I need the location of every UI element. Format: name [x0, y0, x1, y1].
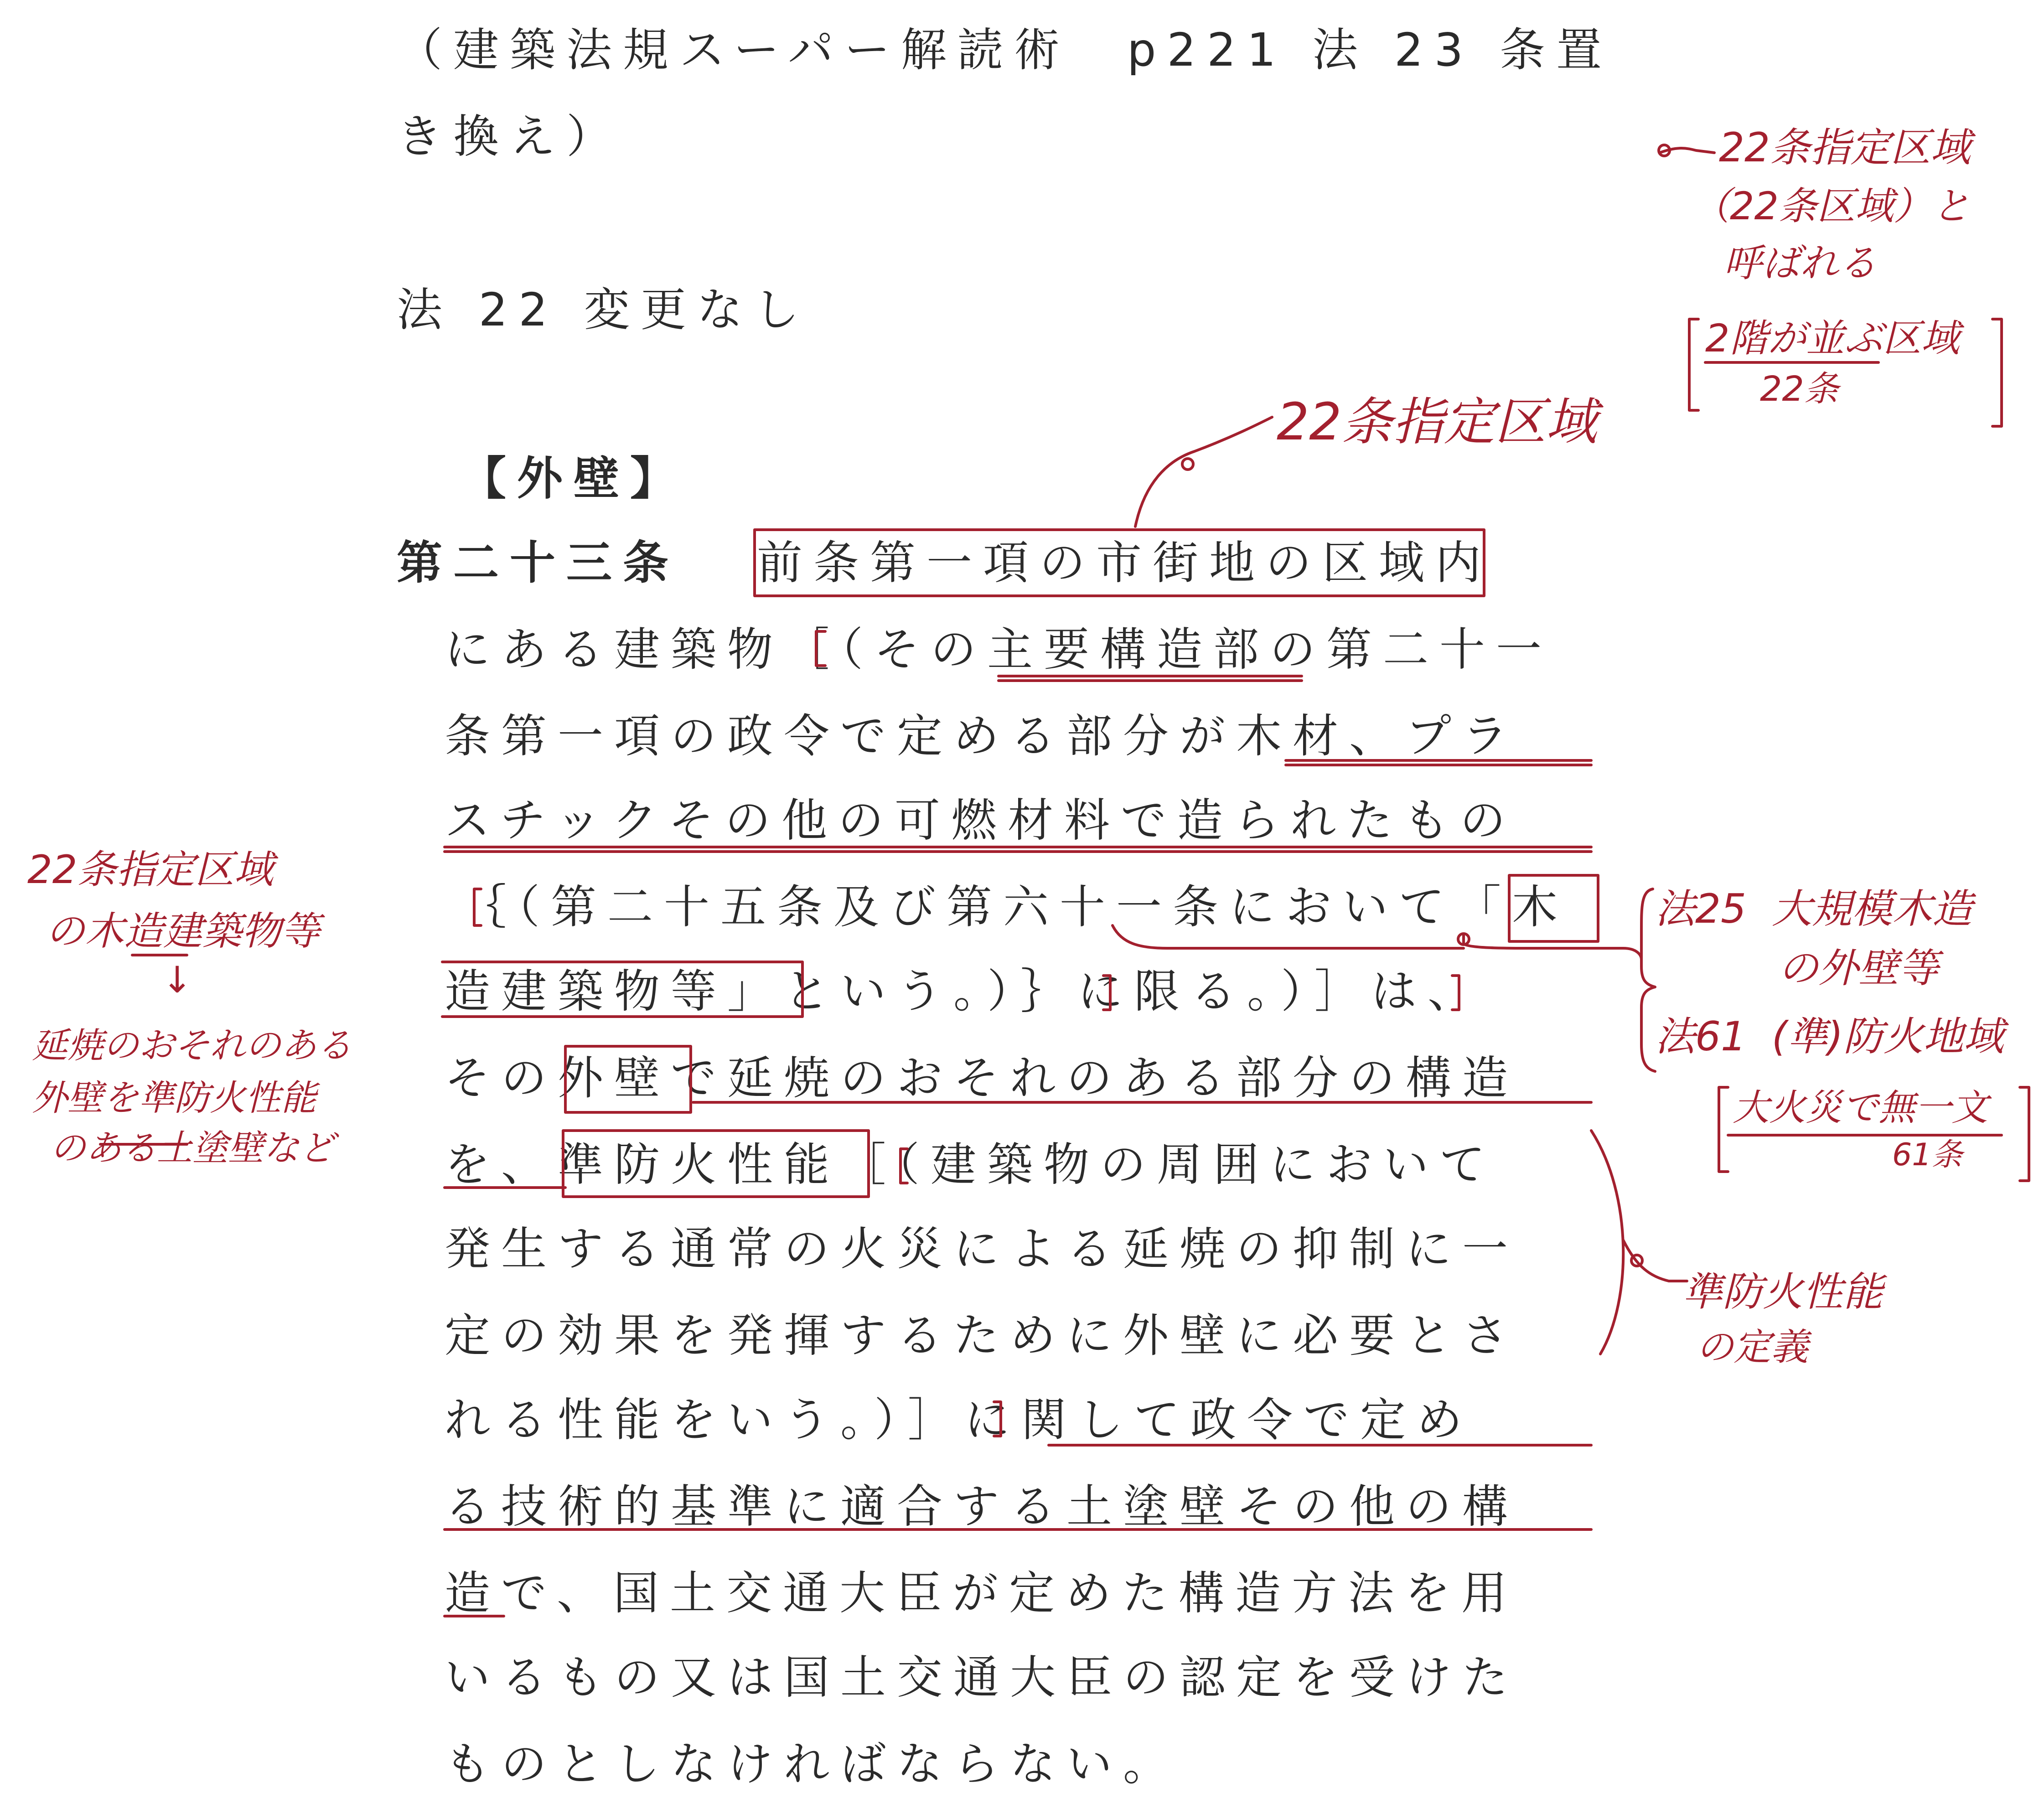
- bracket-top-right-left: [1689, 319, 1698, 410]
- connector-top-right: [1660, 148, 1714, 153]
- annotation-right-law25-sub: の外壁等: [1778, 945, 1939, 992]
- section-heading: 【外壁】: [461, 452, 687, 505]
- article-line-13: 造で、国土交通大臣が定めた構造方法を用: [445, 1566, 1518, 1620]
- annotation-left-1: 22条指定区域: [27, 847, 274, 893]
- annotation-top-right-1: 22条指定区域: [1719, 124, 1971, 171]
- paren-definition: [1591, 1131, 1623, 1354]
- annotation-right-law25: 法25 大規模木造: [1655, 885, 1972, 932]
- article-22-note: 法 22 変更なし: [397, 283, 810, 336]
- annotation-box-line-1: 2階が並ぶ区域: [1705, 316, 1960, 361]
- box-wood-building-icon: [442, 962, 802, 1017]
- article-line-12: る技術的基準に適合する土塗壁その他の構: [445, 1480, 1519, 1533]
- article-line-7: その外壁で延焼のおそれのある部分の構造: [445, 1051, 1519, 1105]
- annotation-right-bottom-1: 準防火性能: [1682, 1268, 1884, 1315]
- annotation-right-law61: 法61 (準)防火地域: [1655, 1013, 2004, 1060]
- annotation-left-4: 外壁を準防火性能: [32, 1078, 317, 1119]
- annotation-right-box-2: 61条: [1892, 1137, 1963, 1173]
- article-line-10: 定の効果を発揮するために外壁に必要とさ: [445, 1309, 1519, 1362]
- annotation-left-3: 延焼のおそれのある: [32, 1025, 352, 1066]
- article-label: 第二十三条: [397, 536, 679, 589]
- annotation-top-right-2: （22条区域）と: [1692, 184, 1970, 228]
- annotation-right-box-1: 大火災で無一文: [1733, 1086, 1988, 1129]
- article-line-14: いるもの又は国土交通大臣の認定を受けた: [445, 1651, 1519, 1704]
- annotation-left-2: の木造建築物等: [46, 909, 320, 954]
- article-line-2: にある建築物［（その主要構造部の第二十一: [445, 623, 1552, 676]
- connector-center-callout: [1135, 417, 1272, 527]
- annotation-center-callout: 22条指定区域: [1277, 393, 1597, 452]
- header-line-1: （建築法規スーパー解読術 p221 法 23 条置: [397, 23, 1613, 77]
- connector-wood-to-right: [1464, 935, 1641, 960]
- article-line-11: れる性能をいう。）］に関して政令で定め: [445, 1393, 1473, 1447]
- header-line-2: き換え）: [397, 110, 623, 163]
- article-line-8: を、準防火性能［（建築物の周囲において: [445, 1138, 1496, 1191]
- brace-right-laws: [1641, 889, 1655, 1071]
- box-wood-quote-icon: [1509, 875, 1598, 941]
- annotation-box-line-2: 22条: [1760, 368, 1839, 409]
- annotation-top-right-3: 呼ばれる: [1723, 241, 1877, 285]
- article-line-3: 条第一項の政令で定める部分が木材、プラ: [445, 709, 1519, 763]
- box-semi-fireproof-icon: [563, 1131, 869, 1197]
- article-line-5: ｛（第二十五条及び第六十一条において「木: [461, 880, 1568, 934]
- article-line-1: 前条第一項の市街地の区域内: [757, 536, 1492, 589]
- article-line-4: スチックその他の可燃材料で造られたもの: [445, 794, 1516, 847]
- box-exterior-wall-icon: [565, 1046, 691, 1112]
- annotation-left-arrow: ↓: [162, 959, 193, 1001]
- article-line-9: 発生する通常の火災による延焼の抑制に一: [445, 1222, 1519, 1276]
- annotation-right-bottom-2: の定義: [1696, 1326, 1808, 1369]
- box-market-area-icon: [755, 530, 1484, 596]
- bracket-top-right-right: [1992, 319, 2002, 426]
- article-line-15: ものとしなければならない。: [445, 1737, 1180, 1791]
- article-line-6: 造建築物等」という。）｝に限る。）］は、: [445, 965, 1484, 1018]
- annotation-left-5: のある土塗壁など: [50, 1128, 335, 1169]
